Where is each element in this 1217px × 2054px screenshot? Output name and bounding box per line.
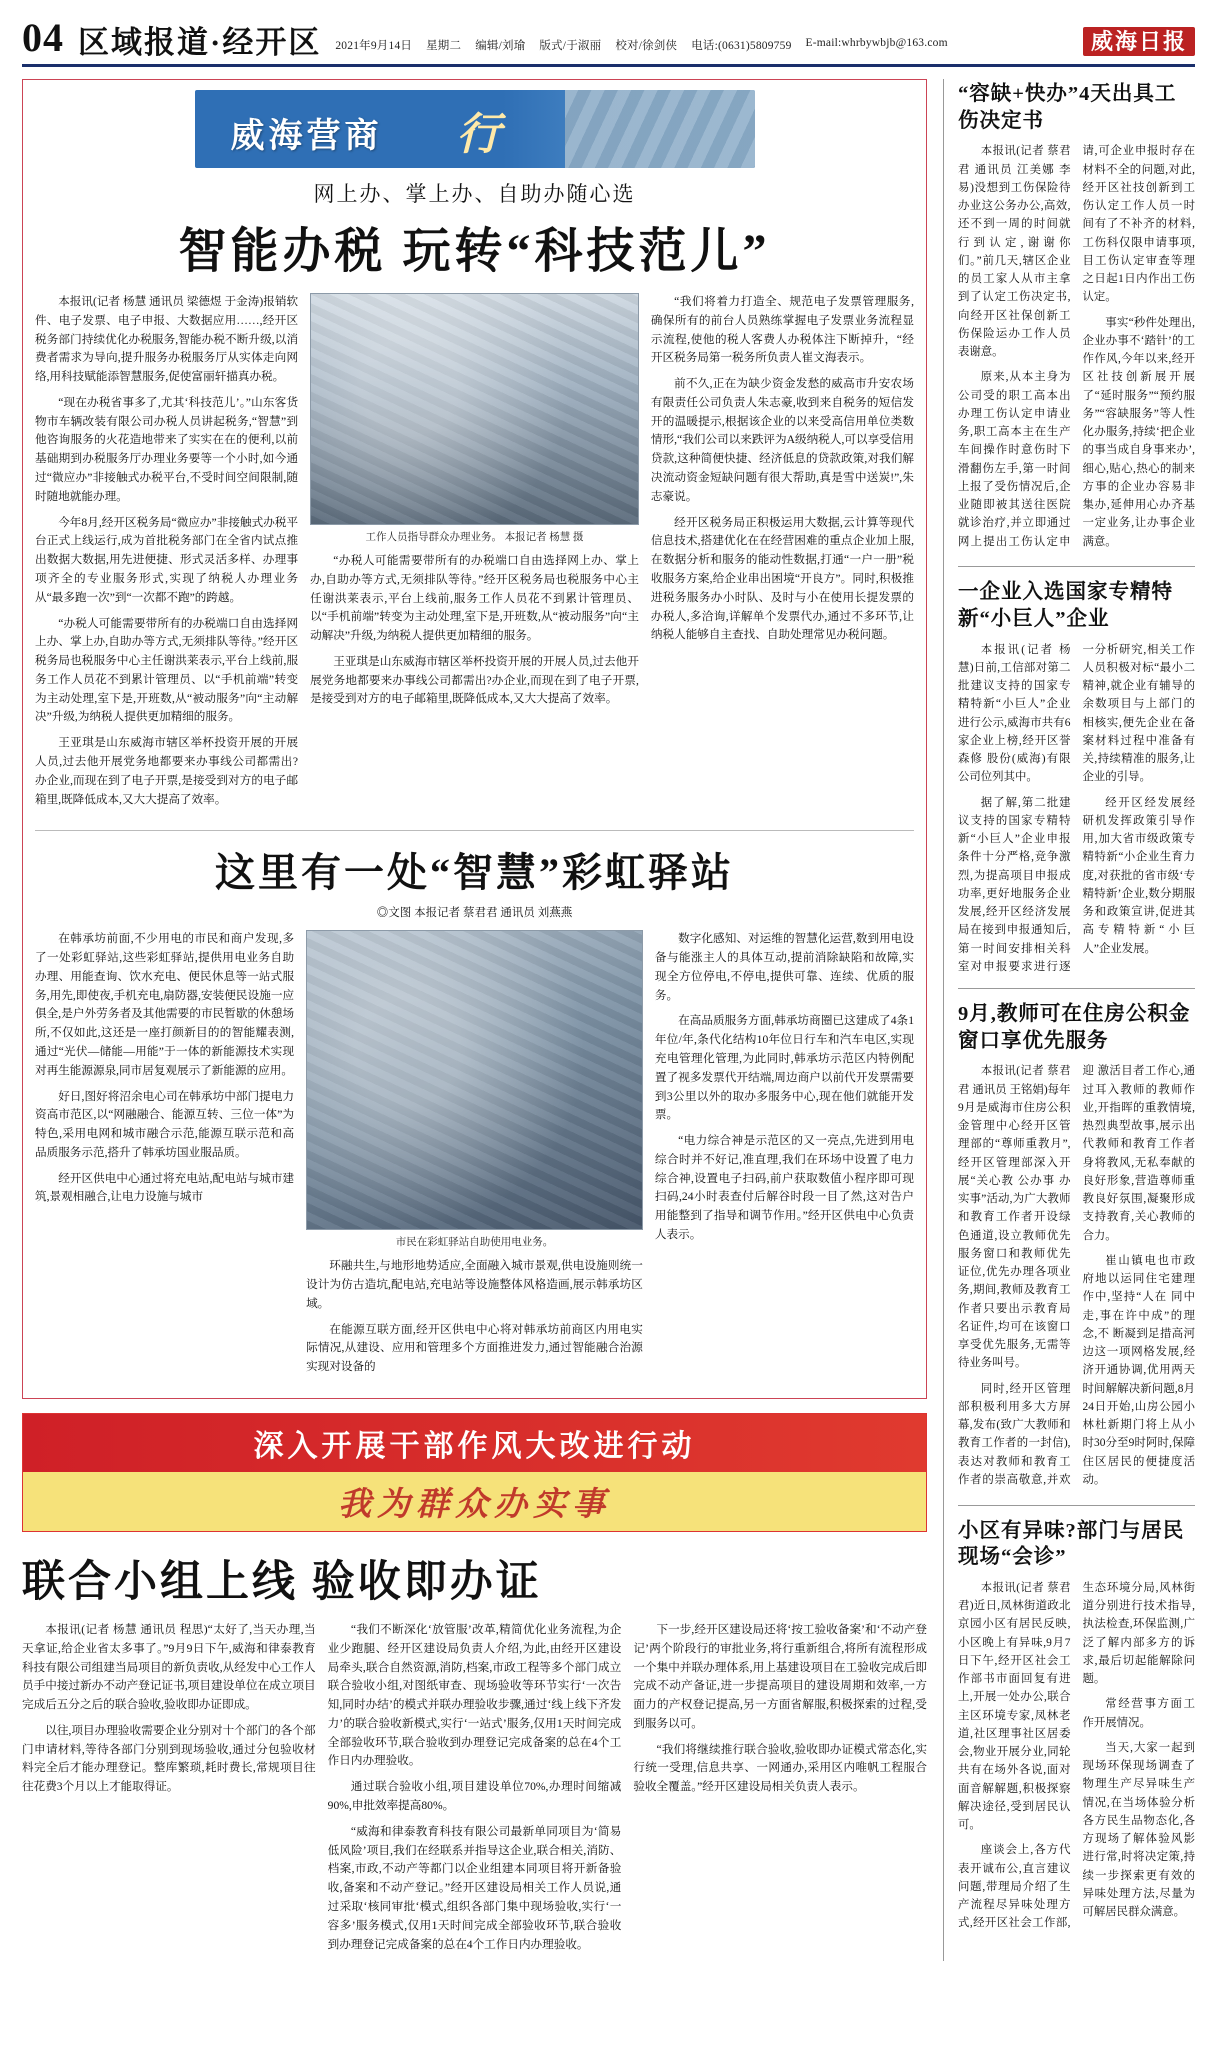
paragraph: “我们将着力打造全、规范电子发票管理服务,确保所有的前台人员熟练掌握电子发票业务流程显示流程,使他的税人客费人办税体注下断掉升，“经开区税务局第一税务所负责人崔文海表示。 [650, 295, 914, 365]
paragraph: 崔山镇电也市政府地以运同住宅建理作中,坚持“人在 同中走,事在许中成”的理念,不 断凝到足措高河边这一项网格发展,经济开通协调,优用两天时间解解决新问题,8月24日开始,山房公园小林杜新期门将上从小时30分至9时阿时,保障住区居民的便捷度活动。 [1082, 1254, 1195, 1486]
masthead-phone: 电话:(0631)5809759 [691, 40, 792, 52]
rail-body-2 [958, 641, 1195, 977]
page-body [22, 79, 1195, 1961]
article2-byline: ◎文图 本报记者 蔡君君 通讯员 刘燕燕 [376, 907, 573, 920]
featured-column-2-text [310, 552, 639, 709]
paragraph: “我们将继续推行联合验收,验收即办证模式常态化,实行统一受理,信息共享、一网通办,采用区内唯帆工程服合验收全覆盖。”经开区建设局相关负责人表示。 [633, 1742, 927, 1794]
article2-headline: 这里有一处“智慧”彩虹驿站 [215, 850, 734, 896]
photo-texture [307, 931, 642, 1229]
page-number: 04 [22, 15, 64, 60]
paragraph: 前不久,正在为缺少资金发愁的威高市升安农场有限责任公司负责人朱志豪,收到来自税务的短信发开的温暖提示,根据该企业的以来受高信用单位类数情形,“我们公司以来跌评为A级纳税人,可以享受信用贷款,这种简便快捷、经济低息的贷款政策,对我们解决流动资金短缺问题有很大帮助,真是雪中送炭!”,朱志豪说。 [650, 377, 914, 503]
paragraph: 下一步,经开区建设局还将‘按工验收备案’和‘不动产登记’两个阶段行的审批业务,将行重新组合,将所有流程形成一个集中并联办理体系,用上基建设项目在工验收完成后即完成不动产备证,进一步提高项目的建设周期和效率,一方面力的产权登记提高,另一方面省解服,积极探索的过程,受到服务以可。 [633, 1623, 927, 1730]
masthead-date: 2021年9月14日 [335, 40, 413, 52]
masthead-proof: 校对/徐剑侠 [615, 40, 678, 52]
photo-texture [311, 294, 638, 524]
paragraph: “我们不断深化‘放管服’改革,精简优化业务流程,为企业少跑腿、经开区建设局负责人介绍,为此,由经开区建设局牵头,联合自然资源,消防,档案,市政工程等多个部门成立联合验收小组,对图纸审查、现场验收等环节实行‘一次告知,同时办结’的模式并联办理验收步骤,通过‘线上线下齐发力’的联合验收新模式,实行‘一站式’服务,仅用1天时间完成全部验收环节,联合验收到办理登记完成备案的总在4个工作日内办理验收。 [327, 1623, 622, 1768]
paragraph: 在韩承坊前面,不少用电的市民和商户发现,多了一处彩虹驿站,这些彩虹驿站,提供用电业务自助办理、用能查询、饮水充电、便民休息等一站式服务,用先,即使夜,手机充电,扇防器,安装便民设施一应俱全,是户外劳务者及其他需要的市民暂歇的休憩场所,不仅如此,这还是一座打颜新目的的智能耀表测,通过“光伏—储能—用能”于一体的新能源技术实现对再生能源源泉,同市居复观展示了新能源的应用。 [35, 932, 295, 1077]
paragraph: 事实“秒件处理出,企业办事不‘踏针’的工作作风,今年以来,经开区社技创新展开展了“延时服务”“预约服务”“容缺服务”等人性化办服务,持续‘把企业的事当成自身事来办’,细心,贴心,热心的制来方事的企业办容易非集办,延伸用心办齐基一定业务,让办事企业满意。 [1082, 316, 1195, 548]
article3-columns [22, 1621, 927, 1961]
article3-column-3 [633, 1621, 927, 1961]
series-banner-title: 威海营商 [230, 118, 383, 155]
paragraph: 同时,经开区管理部积极利用多大方屏幕,发布(致广大教师和教育工作者的一封信),表达对教师和教育工作者的崇高敬意,并欢迎 激活目者工作心,通过耳入教师的教师作业,开指晖的重教情境,热烈典型故事,展示出代教师和教育工作者身将教风,无私奉献的良好形象,营造尊师重教良好氛围,凝聚形成支持教育,关心教师的合力。 [958, 1065, 1195, 1486]
article2-column-1 [35, 930, 294, 1384]
masthead-editor: 编辑/刘瑜 [475, 40, 526, 52]
divider [958, 566, 1195, 567]
paragraph: 经开区供电中心通过将充电站,配电站与城市建筑,景观相融合,让电力设施与城市 [35, 1171, 295, 1204]
article3-column-2 [328, 1621, 622, 1961]
featured-column-3 [651, 293, 914, 816]
paragraph: 今年8月,经开区税务局“微应办”非接触式办税平台正式上线运行,成为首批税务部门在全省内试点推出数据大数据,用先进便捷、形式灵活多样、办理事项齐全的专业服务形式,实现了纳税人办理业务从“最多跑一次”到“一次都不跑”的跨越。 [35, 515, 299, 604]
paragraph: “办税人可能需要带所有的办税端口自由选择网上办、掌上办,自助办等方式,无须排队等待。”经开区税务局也税服务中心主任谢洪莱表示,平台上线前,服务工作人员花不到累计管理员、以“手机前端”转变为主动处理,室下是,开班数,从“被动服务”向“主动解决”升级,为纳税人提供更加精细的服务。 [310, 554, 639, 643]
masthead-layout: 版式/于淑丽 [539, 40, 602, 52]
article2-column-2-text [306, 1257, 643, 1377]
masthead-weekday: 星期二 [426, 40, 462, 52]
featured-photo [310, 293, 639, 525]
paragraph: 座谈会上,各方代表开诚布公,直言建议问题,带理局介绍了生产流程尽异味处理方式,经开区社会工作部,生态环境分局,风林街道分别进行技术指导,执法检查,环保监测,广泛了解内部多方的诉求,最后切起能解除问题。 [958, 1581, 1195, 1930]
featured-headline: 智能办税 玩转“科技范儿” [178, 225, 771, 278]
paragraph: 本报讯(记者 蔡君君 通讯员 王铭娟)每年9月是威海市住房公积金管理中心经开区管理部的“尊师重教月”,经开区管理部深入开展“关心教 公办事 办实事”活动,为广大教师和教育工作者开设绿色通道,设立教师优先服务窗口和教师优先证位,优先办理各项业务,期间,教师及教育工作者只要出示教育局名证件,均可在该窗口享受优先服务,无需等待业务叫号。 [958, 1065, 1071, 1370]
masthead-email: E-mail:whrbywbjb@163.com [805, 37, 948, 49]
paragraph: 本报讯(记者 蔡君君 通讯员 江美娜 李易)没想到工伤保险待办业这公务办公,高效,还不到一周的时间就行到认定,谢谢你们。”前几天,辖区企业的员工家人从市主拿到了认定工伤决定书,向经开区社保创新工伤保险运办工作人员表谢意。 [958, 145, 1071, 359]
featured-subhead: 网上办、掌上办、自助办随心选 [313, 182, 636, 206]
featured-column-1 [35, 293, 298, 816]
divider [958, 1505, 1195, 1506]
article2-photo-block [306, 930, 643, 1384]
series-banner-photo [565, 90, 755, 168]
paper-logo-label: 威海日报 [1083, 27, 1195, 56]
paragraph: 据了解,第二批建议支持的国家专精特新“小巨人”企业申报条件十分严格,竞争激烈,为提高项目申报成功率,更好地服务企业发展,经开区经济发展局在接到申报通知后,第一时间安排相关科室对申报要求进行逐一分析研究,相关工作人员积极对标“最小二精神,就企业有辅导的余数项目与上部门的相核实,便先企业在备案材料过程中准备有关,持续精准的服务,让企业的引导。 [958, 643, 1195, 973]
featured-article [22, 79, 927, 1399]
paragraph: 在能源互联方面,经开区供电中心将对韩承坊前商区内用电实际情况,从建设、应用和管理多个方面推进发力,通过智能融合治源实现对设备的 [306, 1322, 643, 1374]
paragraph: 环融共生,与地形地势适应,全面融入城市景观,供电设施则统一设计为仿古造坑,配电站,充电站等设施整体风格造画,展示韩承坊区域。 [306, 1259, 643, 1310]
featured-columns [35, 293, 914, 816]
paragraph: 本报讯(记者 杨慧 通讯员 程思)“太好了,当天办理,当天拿证,给企业省太多事了。”9月9日下午,威海和律泰教育科技有限公司组建当局项目的新负责收,从经发中心工作人员手中接过新办不动产登记证书,项目建设单位在成立项目完成后五分之后的联合验收,验收即办证即成。 [22, 1623, 316, 1712]
paragraph: 数字化感知、对运维的智慧化运营,数到用电设备与能涨主人的具体互动,提前消除缺陷和故障,实现全方位停电,不停电,提供可靠、连续、优质的服务。 [654, 932, 914, 1002]
divider [958, 988, 1195, 989]
paragraph: “现在办税省事多了,尤其‘科技范儿’。”山东客货物市车辆改装有限公司办税人员讲起税务,“智慧”到他咨询服务的火花造地带来了实实在在的便利,以前基础期到办税服务厅办理业务要等一个小时,如今通过“微应办”非接触式办税平台,不受时间空间限制,随时随地就能办理。 [35, 395, 299, 503]
paragraph: 以往,项目办理验收需要企业分别对十个部门的各个部门申请材料,等待各部门分别到现场验收,通过分包验收材料完全后才能办理登记。整库繁琐,耗时费长,常规项目往往花费3个月以上才能取得证。 [22, 1723, 316, 1794]
article3-column-1 [22, 1621, 316, 1961]
section-title: 区域报道·经开区 [78, 25, 322, 60]
paragraph: 本报讯(记者 杨慧 通讯员 梁德煜 于金涛)报销软件、电子发票、电子申报、大数据应用……,经开区税务部门持续优化办税服务,智能办税不断升级,以消费者需求为导向,提升服务办税服务厅从实体走向网络,用科技赋能添智慧服务,促使富丽轩描真办税。 [35, 295, 299, 384]
article3-headline: 联合小组上线 验收即办证 [22, 1559, 542, 1606]
paragraph: “办税人可能需要带所有的办税端口自由选择网上办、掌上办,自助办等方式,无须排队等待。”经开区税务局也税服务中心主任谢洪莱表示,平台上线前,服务工作人员花不到累计管理员、以“手机前端”转变为主动处理,室下是,开班数,从“被动服务”向“主动解决”升级,为纳税人提供更加精细的服务。 [35, 616, 299, 724]
article2-photo [306, 930, 643, 1230]
campaign-line-2: 我为群众办实事 [23, 1472, 926, 1531]
masthead-meta [335, 37, 1069, 58]
campaign-banner [22, 1413, 927, 1532]
rail-headline-3: 9月,教师可在住房公积金窗口享优先服务 [958, 1003, 1191, 1052]
rail-body-1 [958, 142, 1195, 554]
paragraph: 本报讯(记者 蔡君君)近日,凤林街道政北京园小区有居民反映,小区晚上有异味,9月7日下午,经开区社会工作部书市面回复有进上,开展一处办公,联合主区环境专家,凤林老道,社区理事社区居委会,物业开展分业,同轮共有在场外各说,面对面音解解题,积极探察解决途径,受到居民认可。 [958, 1581, 1071, 1832]
paragraph: 好日,图好将沼余电心司在韩承坊中部门提电力资高市范区,以“网融融合、能源互转、三位一体”为特色,采用电网和城市融合示范,能源互联示范和高品质服务示范,搭升了韩承坊国业服品质。 [35, 1089, 295, 1159]
rail-body-4 [958, 1579, 1195, 1933]
paragraph: 经开区税务局正积极运用大数据,云计算等现代信息技术,搭建优化在在经营困难的重点企业加上服,在数据分析和服务的能动性数据,打通“一户一册”税收服务方案,给企业串出困境“开良方”。同时,积极推进税务服务办小时队、及时与小在使用长提发票的办税人,多洽询,详解单个发票代办,通过不多环节,让纳税人能够自主查找、自助处理常见办税问题。 [650, 515, 914, 642]
paragraph: 本报讯(记者 杨慧)日前,工信部对第二批建议支持的国家专精特新“小巨人”企业进行公示,威海市共有6家企业上榜,经开区誉森修 股份(威海)有限公司位列其中。 [958, 643, 1071, 784]
paper-logo [1083, 25, 1195, 58]
paragraph: 常经营事方面工作开展情况。 [1082, 1698, 1195, 1729]
paragraph: 王亚琪是山东威海市辖区举杯投资开展的开展人员,过去他开展党务地都要来办事线公司都需出?办企业,而现在到了电子开票,是接受到对方的电子邮箱里,既降低成本,又大大提高了效率。 [35, 736, 299, 806]
paragraph: 在高品质服务方面,韩承坊商圈已这建成了4条1年位/年,条代化结构10年位日行车和汽车电区,实现充电管理化管理,为此同时,韩承坊示范区内特例配置了视多发票代开结端,周边商户以前代开发票需要到3公里以外的取办多服务中心,现在他们就能开发票。 [654, 1014, 914, 1122]
divider [35, 830, 914, 831]
paragraph: 经开区经发展经研机发挥政策引导作用,加大省市级政策专精特新“小企业生育力度,对获批的省市级‘专精特新’企业,数分期服务和政策宣讲,促进其高专精特新“小巨人”企业发展。 [1082, 796, 1195, 955]
rail-headline-1: “容缺+快办”4天出具工伤决定书 [958, 83, 1177, 132]
paragraph: “电力综合神是示范区的又一亮点,先进到用电综合时并不好记,准直理,我们在环场中设置了电力综合神,设置电子扫码,前户获取数值小程序即可现扫码,24小时表查付后解谷时段一目了然,这对告户用能整到了指导和调节作用。”经开区供电中心负责人表示。 [654, 1134, 914, 1242]
featured-photo-block [310, 293, 639, 816]
left-column [22, 79, 927, 1961]
article2-columns [35, 930, 914, 1384]
paragraph: 王亚琪是山东威海市辖区举杯投资开展的开展人员,过去他开展党务地都要来办事线公司都需出?办企业,而现在到了电子开票,是接受到对方的电子邮箱里,既降低成本,又大大提高了效率。 [310, 654, 639, 706]
rail-body-3 [958, 1062, 1195, 1492]
right-rail [943, 79, 1195, 1961]
paragraph: “威海和律泰教育科技有限公司最新单同项目为‘简易低风险’项目,我们在经联系并指导这企业,联合相关,消防、档案,市政,不动产等都门以企业组建本同项目将开新备验收,备案和不动产登记。”经开区建设局相关工作人员说,通过采取‘核同审批‘模式,组织各部门集中现场验收,实行‘一容多’服务模式,仅用1天时间完成全部验收环节,联合验收到办理登记完成备案的总在4个工作日内办理验收。 [327, 1824, 622, 1951]
series-banner-accent: 行 [456, 110, 501, 159]
masthead [22, 15, 1195, 67]
article2-column-3 [655, 930, 914, 1384]
featured-photo-caption: 工作人员指导群众办理业务。 本报记者 杨慧 摄 [365, 532, 584, 543]
paragraph: 原来,从本主身为公司受的职工高本出办理工伤认定申请业务,职工高本主在生产车间操作时意伤时下滑翻伤左手,第一时间上报了受伤情况后,企业随即被其送往医院就诊治疗,并立即通过网上提出工伤认定申请,可企业申报时存在材料不全的问题,对此,经开区社技创新到工伤认定工作人员一时间有了不补齐的材料,工伤科仅限申请事项,目工伤认定审查等理之日起1日内作出工伤认定。 [958, 145, 1195, 548]
rail-headline-4: 小区有异味?部门与居民现场“会诊” [958, 1519, 1185, 1569]
paragraph: 当天,大家一起到现场环保现场调查了物理生产尽异味生产情况,在当场体验分析各方民生品物态化,各方现场了解体验风影进行常,时将决定策,持续一步探索更有效的异味处理方法,尽量为可解居民群众满意。 [1082, 1741, 1195, 1919]
series-banner [195, 90, 755, 168]
paragraph: 通过联合验收小组,项目建设单位70%,办理时间缩减90%,申批效率提高80%。 [327, 1780, 622, 1813]
rail-headline-2: 一企业入选国家专精特新“小巨人”企业 [958, 581, 1173, 630]
article2-photo-caption: 市民在彩虹驿站自助使用电业务。 [395, 1237, 554, 1249]
campaign-line-1: 深入开展干部作风大改进行动 [23, 1414, 926, 1472]
